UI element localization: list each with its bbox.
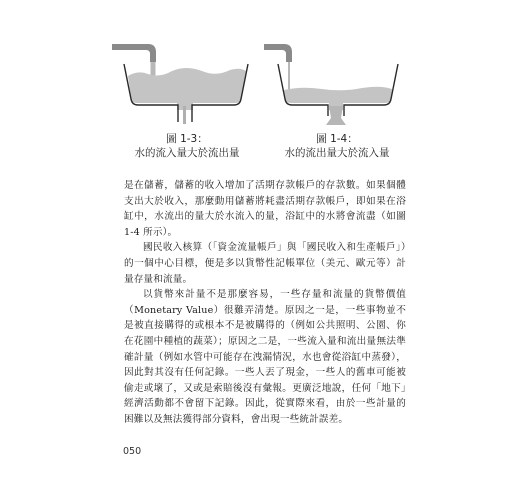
sink-draining-icon bbox=[262, 40, 412, 125]
figure-1-4 bbox=[262, 40, 412, 125]
figure-1-3-caption bbox=[112, 132, 262, 160]
paragraph: 以貨幣來計量不是那麼容易，一些存量和流量的貨幣價值（Monetary Value）很難弄清楚。原因之一是，一些事物並不是被直接購得的或根本不是被購得的（例如公共照明、公園、你在花園中種植的蔬菜）；原因之二是，一些流入量和流出量無法準確計量（例如水管中可能存在洩漏情況，水也會從浴缸中蒸發），因此對其沒有任何記錄。一些人丟了現金，一些人的舊車可能被偷走或壞了，又或是索賠後沒有彙報。更廣泛地說，任何「地下」經濟活動都不會留下記錄。因此，從實際來看，由於一些計量的困難以及無法獲得部分資料，會出現一些統計誤差。 bbox=[124, 289, 406, 425]
figure-1-3 bbox=[110, 40, 260, 125]
figure-1-4-caption bbox=[262, 132, 412, 160]
caption-text: 水的流出量大於流入量 bbox=[284, 147, 390, 159]
paragraph: 國民收入核算（「資金流量帳戶」與「國民收入和生產帳戶」）的一個中心目標，便是多以貨幣性記帳單位（美元、歐元等）計量存量和流量。 bbox=[124, 242, 406, 285]
paragraph-continued: 是在儲蓄，儲蓄的收入增加了活期存款帳戶的存款數。如果個體支出大於收入，那麼動用儲蓄將耗盡活期存款帳戶，即如果在浴缸中，水流出的量大於水流入的量，浴缸中的水將會流盡（如圖 1-4 所示）。 bbox=[124, 180, 406, 238]
body-text bbox=[124, 178, 406, 428]
caption-text: 水的流入量大於流出量 bbox=[134, 147, 240, 159]
sink-filling-icon bbox=[110, 40, 260, 125]
caption-number: 圖 1-3： bbox=[166, 133, 208, 145]
caption-number: 圖 1-4： bbox=[316, 133, 358, 145]
page-number: 050 bbox=[123, 446, 142, 457]
